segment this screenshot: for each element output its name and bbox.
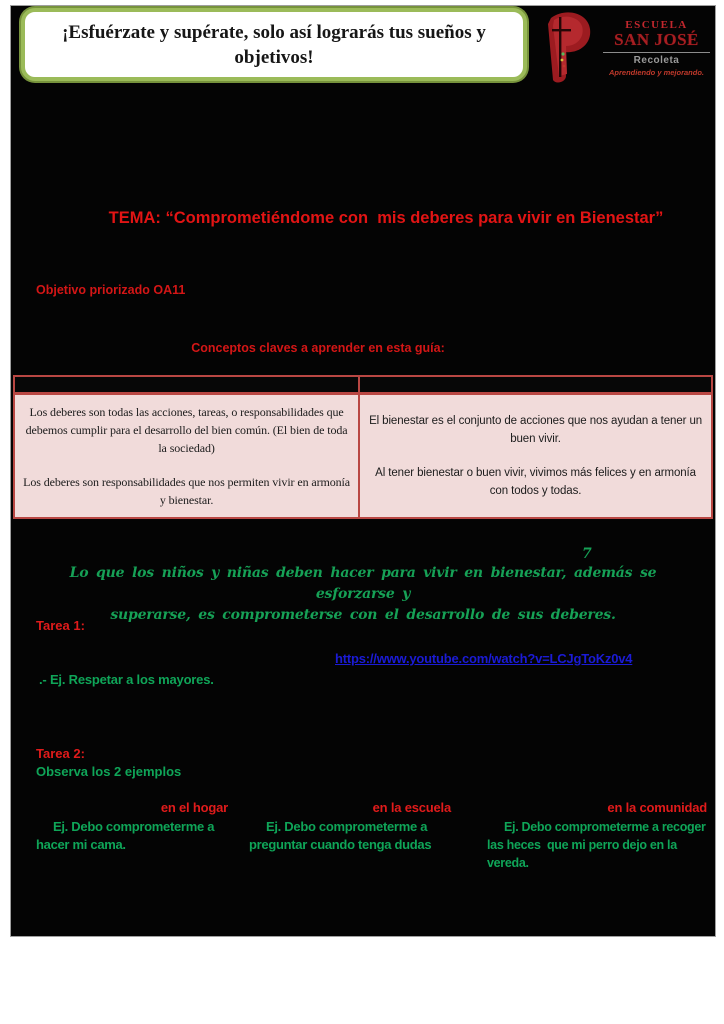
concepts-table-body-row [15, 395, 711, 517]
page-title: TEMA: “Comprometiéndome con mis deberes para vivir en Bienestar” [108, 209, 664, 227]
place-label-escuela: en la escuela [372, 800, 451, 815]
concepts-cell-bienestar [358, 395, 711, 517]
concepts-table-header-cell-deberes [15, 377, 358, 392]
logo-tagline: Aprendiendo y mejorando. [608, 68, 704, 77]
school-logo-mark-icon [538, 10, 596, 86]
tarea1-example: .- Ej. Respetar a los mayores. [39, 672, 214, 687]
objective-label: Objetivo priorizado OA11 [36, 283, 186, 297]
motto-text: ¡Esfuérzate y supérate, solo así lograrás tus sueños y objetivos! [62, 21, 486, 68]
intro-line-2: superarse, es comprometerse con el desarrollo de sus deberes. [110, 607, 616, 623]
tarea2-subtitle: Observa los 2 ejemplos [36, 764, 182, 779]
concepts-table-header-row [15, 377, 711, 395]
logo-divider [603, 52, 710, 53]
bienestar-definition-2: Al tener bienestar o buen vivir, vivimos más felices y en armonía con todos y todas. [375, 467, 696, 497]
bienestar-definition-1: El bienestar es el conjunto de acciones que nos ayudan a tener un buen vivir. [369, 415, 703, 445]
intro-line-1: Lo que los niños y niñas deben hacer para vivir en bienestar, además se esforzarse y [69, 565, 657, 602]
place-label-hogar: en el hogar [160, 800, 228, 815]
logo-school-word: ESCUELA [625, 19, 688, 31]
tarea1-label: Tarea 1: [36, 618, 85, 633]
youtube-video-link[interactable]: https://www.youtube.com/watch?v=LCJgToKz0v4 [335, 651, 633, 666]
school-logo-text [596, 19, 714, 77]
example-text-comunidad: Ej. Debo comprometerme a recoger las heces que mi perro dejo en la vereda. [487, 820, 709, 870]
worksheet-board [10, 5, 716, 937]
concepts-table-header-cell-bienestar [358, 377, 711, 392]
school-logo [538, 9, 718, 87]
deberes-definition-1: Los deberes son todas las acciones, tareas, o responsabilidades que debemos cumplir para el desarrollo del bien común. (El bien de toda la sociedad) [25, 405, 348, 455]
deberes-definition-2: Los deberes son responsabilidades que nos permiten vivir en armonía y bienestar. [23, 475, 350, 507]
concepts-heading: Conceptos claves a aprender en esta guía: [191, 341, 445, 355]
tarea2-label: Tarea 2: [36, 746, 85, 761]
example-text-hogar: Ej. Debo comprometerme a hacer mi cama. [36, 819, 218, 852]
concepts-cell-deberes [15, 395, 358, 517]
example-text-escuela: Ej. Debo comprometerme a preguntar cuando tenga dudas [249, 819, 432, 852]
motto-box [21, 8, 527, 81]
example-column-comunidad [487, 800, 707, 872]
place-label-comunidad: en la comunidad [607, 800, 707, 815]
concepts-table [13, 375, 713, 519]
logo-district: Recoleta [633, 55, 680, 66]
example-column-escuela [249, 800, 451, 854]
stray-mark: 7 [582, 546, 592, 562]
logo-school-name: SAN JOSÉ [614, 30, 699, 49]
example-column-hogar [36, 800, 228, 854]
intro-paragraph [43, 563, 683, 626]
